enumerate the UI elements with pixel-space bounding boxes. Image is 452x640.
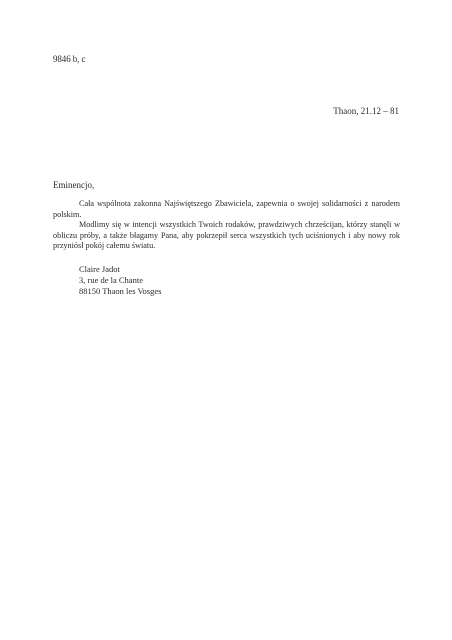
body-paragraph: Cała wspólnota zakonna Najświętszego Zbawiciela, zapewnia o swojej solidarności z narodem polskim. [53,199,400,219]
body-paragraph: Modlimy się w intencji wszystkich Twoich rodaków, prawdziwych chrześcijan, którzy stanęli w obliczu próby, a także błagamy Pana, aby pokrzepił serca wszystkich tych uciśnionych i aby nowy rok przyniósł pokój całemu światu. [53,220,400,251]
letter-body [53,199,400,252]
salutation: Eminencjo, [53,180,95,190]
signature-block [79,264,161,298]
signature-address-line-2: 88150 Thaon les Vosges [79,286,162,297]
place-date: Thaon, 21.12 – 81 [333,106,399,116]
signature-name: Claire Jadot [79,264,120,274]
signature-address-line-1: 3, rue de la Chante [79,275,143,286]
reference-number: 9846 b, c [53,54,86,64]
